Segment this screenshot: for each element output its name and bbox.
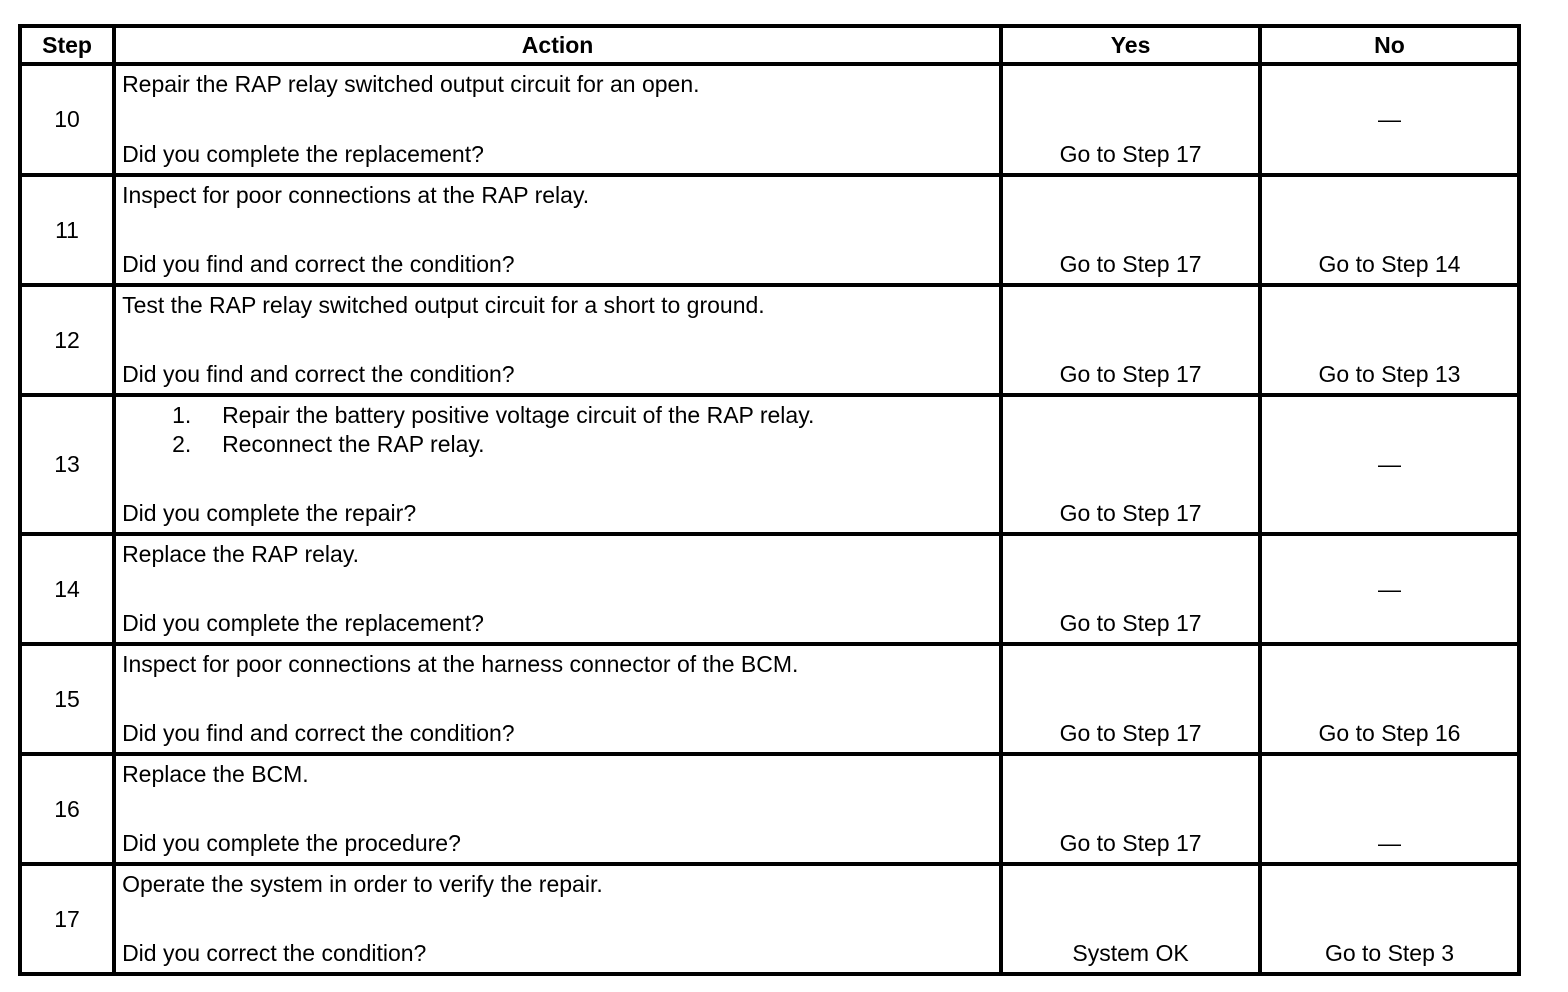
question-text: Did you find and correct the condition? [122, 361, 515, 387]
question-text: Did you complete the procedure? [122, 830, 461, 856]
header-row [20, 26, 1519, 64]
question-text: Did you complete the repair? [122, 500, 417, 526]
action-cell [114, 285, 1001, 395]
action-text: Inspect for poor connections at the RAP relay. [122, 182, 590, 208]
action-cell [114, 534, 1001, 644]
action-text: Replace the RAP relay. [122, 541, 360, 567]
step-number: 17 [20, 864, 114, 974]
no-cell: Go to Step 3 [1260, 864, 1519, 974]
no-cell: Go to Step 14 [1260, 175, 1519, 285]
no-cell: — [1260, 534, 1519, 644]
table-row [20, 175, 1519, 285]
header-step: Step [20, 26, 114, 64]
header-action: Action [114, 26, 1001, 64]
list-text: Repair the battery positive voltage circuit of the RAP relay. [222, 402, 815, 428]
yes-cell: Go to Step 17 [1001, 534, 1260, 644]
list-item [122, 401, 999, 430]
action-text: Operate the system in order to verify the repair. [122, 871, 603, 897]
action-text: Repair the RAP relay switched output circuit for an open. [122, 71, 700, 97]
step-number: 10 [20, 64, 114, 175]
table-row [20, 754, 1519, 864]
question-text: Did you find and correct the condition? [122, 720, 515, 746]
no-cell: Go to Step 16 [1260, 644, 1519, 754]
action-cell [114, 395, 1001, 534]
action-cell [114, 175, 1001, 285]
action-cell [114, 754, 1001, 864]
step-number: 15 [20, 644, 114, 754]
yes-cell: System OK [1001, 864, 1260, 974]
table-row [20, 864, 1519, 974]
list-text: Reconnect the RAP relay. [222, 431, 485, 457]
step-number: 11 [20, 175, 114, 285]
table-row [20, 64, 1519, 175]
no-cell: — [1260, 754, 1519, 864]
list-item [122, 430, 999, 459]
list-number: 2. [172, 431, 192, 457]
question-text: Did you find and correct the condition? [122, 251, 515, 277]
step-number: 16 [20, 754, 114, 864]
table-row [20, 395, 1519, 534]
table-row [20, 285, 1519, 395]
action-text: Replace the BCM. [122, 761, 309, 787]
no-cell: — [1260, 395, 1519, 534]
yes-cell: Go to Step 17 [1001, 395, 1260, 534]
table-row [20, 534, 1519, 644]
step-number: 12 [20, 285, 114, 395]
header-no: No [1260, 26, 1519, 64]
header-yes: Yes [1001, 26, 1260, 64]
action-text: Test the RAP relay switched output circuit for a short to ground. [122, 292, 765, 318]
question-text: Did you complete the replacement? [122, 610, 484, 636]
action-cell [114, 644, 1001, 754]
step-number: 14 [20, 534, 114, 644]
action-cell [114, 64, 1001, 175]
no-cell: — [1260, 64, 1519, 175]
question-text: Did you complete the replacement? [122, 141, 484, 167]
list-number: 1. [172, 402, 192, 428]
diagnostic-table [18, 24, 1521, 976]
question-text: Did you correct the condition? [122, 940, 427, 966]
yes-cell: Go to Step 17 [1001, 64, 1260, 175]
yes-cell: Go to Step 17 [1001, 644, 1260, 754]
yes-cell: Go to Step 17 [1001, 175, 1260, 285]
action-cell [114, 864, 1001, 974]
numbered-steps [122, 401, 999, 459]
yes-cell: Go to Step 17 [1001, 754, 1260, 864]
action-text: Inspect for poor connections at the harness connector of the BCM. [122, 651, 799, 677]
no-cell: Go to Step 13 [1260, 285, 1519, 395]
table-row [20, 644, 1519, 754]
step-number: 13 [20, 395, 114, 534]
yes-cell: Go to Step 17 [1001, 285, 1260, 395]
